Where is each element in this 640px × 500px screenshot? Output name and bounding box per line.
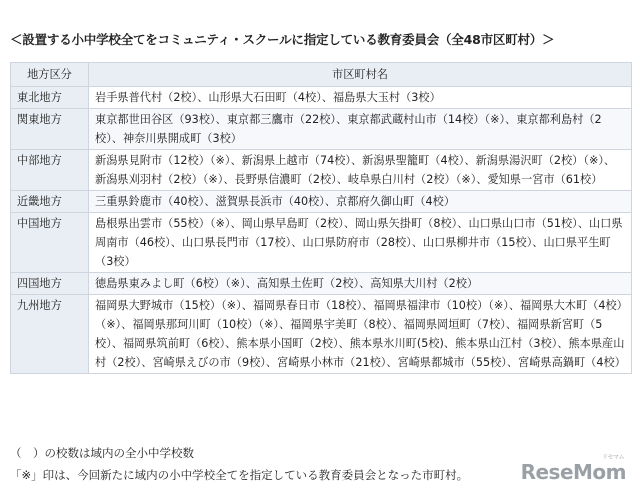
table-row bbox=[11, 87, 632, 109]
cities-cell: 福岡県大野城市（15校）（※）、福岡県春日市（18校）、福岡県福津市（10校）（※）、福岡県大木町（4校）（※）、福岡県那珂川町（10校）（※）、福岡県宇美町（8校）、福岡県岡垣町（7校）、福岡県新宮町（5校）、福岡県筑前町（6校）、熊本県小国町（2校）、熊本県氷川町(5校)、熊本県山江村（3校）、熊本県産山村（2校）、宮崎県えびの市（9校）、宮崎県小林市（21校）、宮崎県都城市（55校）、宮崎県高鍋町（4校） bbox=[89, 295, 632, 374]
region-cell: 近畿地方 bbox=[11, 191, 89, 213]
table-header-row bbox=[11, 63, 632, 87]
region-cell: 九州地方 bbox=[11, 295, 89, 374]
footnote-asterisk: 「※」印は、今回新たに域内の小中学校全てを指定している教育委員会となった市町村。 bbox=[10, 468, 469, 482]
logo-text: ReseMom bbox=[520, 460, 626, 484]
cities-cell: 三重県鈴鹿市（40校）、滋賀県長浜市（40校）、京都府久御山町（4校） bbox=[89, 191, 632, 213]
region-cell: 中部地方 bbox=[11, 150, 89, 191]
region-cell: 中国地方 bbox=[11, 213, 89, 273]
header-region: 地方区分 bbox=[11, 63, 89, 87]
table-row bbox=[11, 191, 632, 213]
table-row bbox=[11, 295, 632, 374]
table-row bbox=[11, 213, 632, 273]
header-cities: 市区町村名 bbox=[89, 63, 632, 87]
table-row bbox=[11, 150, 632, 191]
cities-cell: 東京都世田谷区（93校）、東京都三鷹市（22校）、東京都武蔵村山市（14校）（※）、東京都利島村（2校）、神奈川県開成町（3校） bbox=[89, 109, 632, 150]
resemom-logo bbox=[520, 454, 626, 484]
page-title: ＜設置する小中学校全てをコミュニティ・スクールに指定している教育委員会（全48市区町村）＞ bbox=[10, 32, 555, 47]
table-row bbox=[11, 109, 632, 150]
region-table bbox=[10, 62, 632, 374]
cities-cell: 岩手県普代村（2校）、山形県大石田町（4校）、福島県大玉村（3校） bbox=[89, 87, 632, 109]
footnote-school-count: （ ）の校数は域内の全小中学校数 bbox=[10, 446, 194, 460]
region-cell: 東北地方 bbox=[11, 87, 89, 109]
cities-cell: 島根県出雲市（55校）（※）、岡山県早島町（2校）、岡山県矢掛町（8校）、山口県山口市（51校）、山口県周南市（46校）、山口県長門市（17校）、山口県防府市（28校）、山口県柳井市（15校）、山口県平生町（3校） bbox=[89, 213, 632, 273]
region-cell: 四国地方 bbox=[11, 273, 89, 295]
table-row bbox=[11, 273, 632, 295]
region-cell: 関東地方 bbox=[11, 109, 89, 150]
cities-cell: 徳島県東みよし町（6校）（※）、高知県土佐町（2校）、高知県大川村（2校） bbox=[89, 273, 632, 295]
logo-subtext: リセマム bbox=[602, 454, 624, 461]
cities-cell: 新潟県見附市（12校）（※）、新潟県上越市（74校）、新潟県聖籠町（4校）、新潟県湯沢町（2校）（※）、新潟県刈羽村（2校）（※）、長野県信濃町（2校）、岐阜県白川村（2校）（※）、愛知県一宮市（61校） bbox=[89, 150, 632, 191]
